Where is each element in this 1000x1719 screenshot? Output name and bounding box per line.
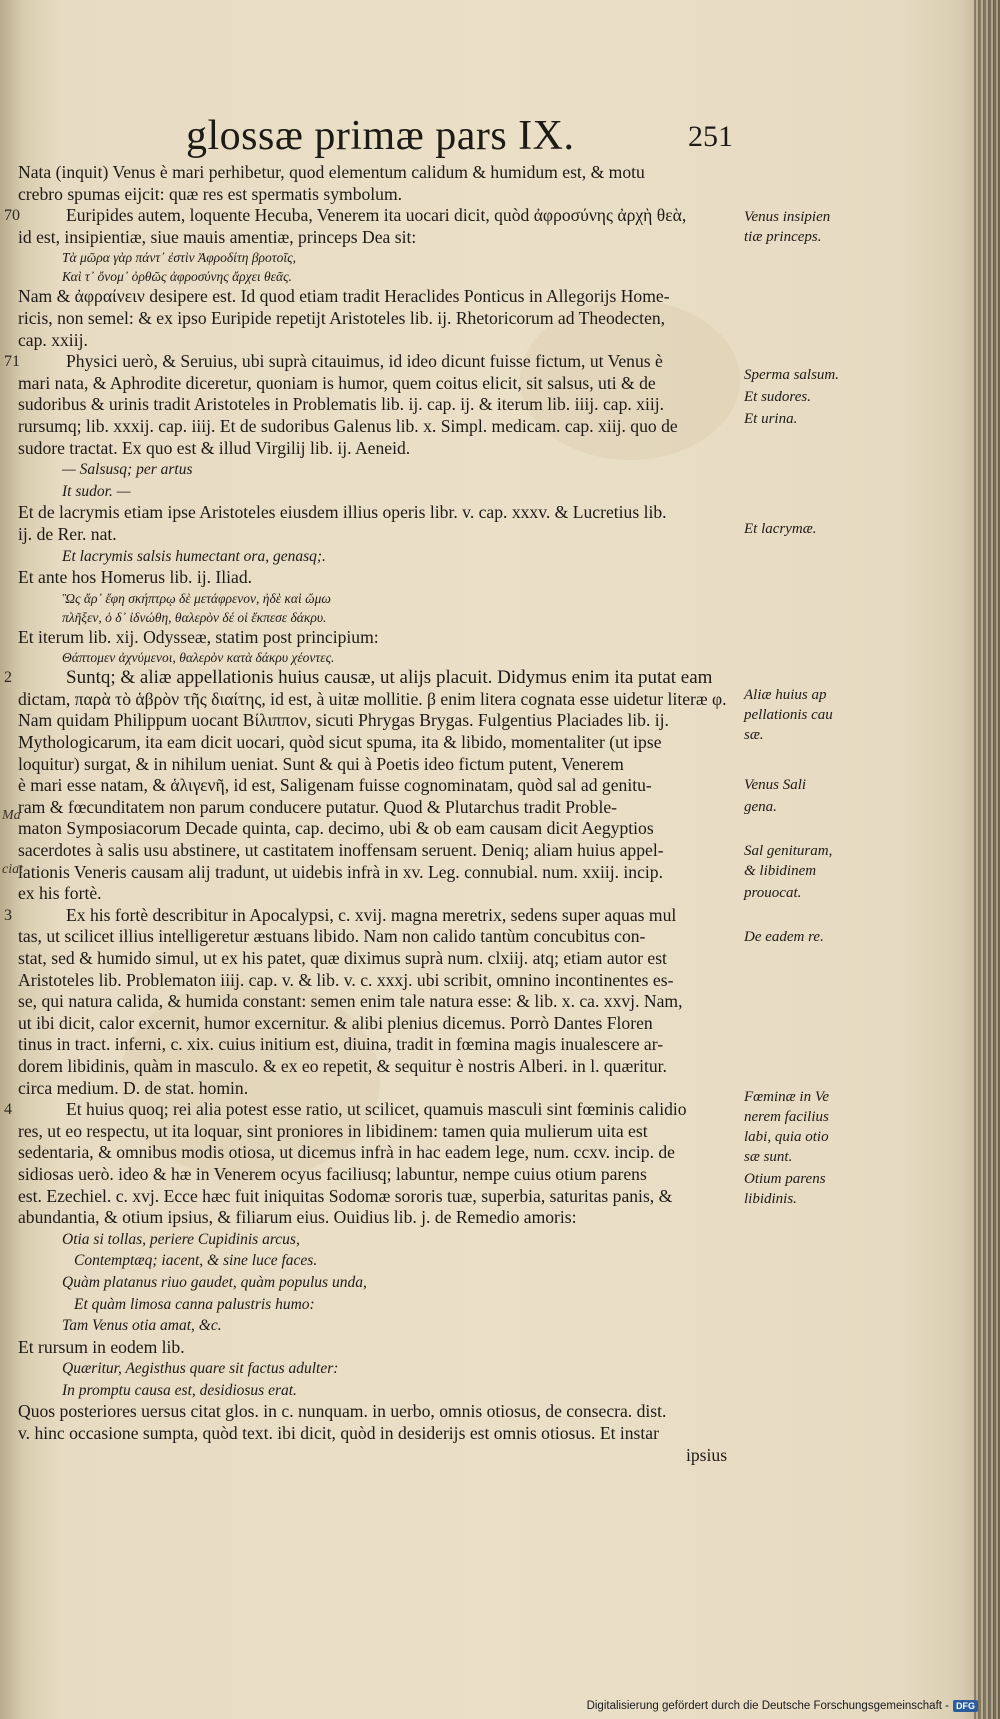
text-line: ricis, non semel: & ex ipso Euripide repetijt Aristoteles lib. ij. Rhetoricorum ad Theodecten, bbox=[18, 307, 666, 328]
margin-note: labi, quia otio bbox=[744, 1129, 829, 1145]
text-line: ij. de Rer. nat. bbox=[18, 523, 117, 544]
text-line: circa medium. D. de stat. homin. bbox=[18, 1077, 249, 1098]
margin-note: Otium parens bbox=[744, 1171, 826, 1187]
greek-verse: Ὣς ἄρ᾽ ἔφη σκήπτρῳ δὲ μετάφρενον, ἠδὲ καὶ ὤμω bbox=[62, 590, 331, 606]
margin-note: gena. bbox=[744, 799, 777, 815]
greek-verse: Καὶ τ᾽ ὄνομ᾽ ὀρθῶς ἀφροσύνης ἄρχει θεᾶς. bbox=[62, 269, 292, 285]
text-line: loquitur) surgat, & in nihilum ueniat. Sunt & qui à Poetis ideo fictum putent, Venerem bbox=[18, 753, 624, 774]
line-number: 2 bbox=[4, 669, 12, 687]
page-edge bbox=[974, 0, 1000, 1719]
verse-quote: In promptu causa est, desidiosus erat. bbox=[62, 1381, 297, 1399]
text-line: ut ibi dicit, calor excernit, humor excernitur. & alibi plenius dicemus. Porrò Dantes Floren bbox=[18, 1012, 653, 1033]
verse-quote: Et lacrymis salsis humectant ora, genasq;. bbox=[62, 547, 326, 565]
catchword: ipsius bbox=[686, 1444, 728, 1465]
text-line: lationis Veneris causam alij tradunt, ut uidebis infrà in xv. Leg. connubial. num. xxiij. incip. bbox=[18, 861, 663, 882]
text-line-content: Euripides autem, loquente Hecuba, Venerem ita uocari dicit, quòd ἀφροσύνης ἀρχὴ θεὰ, bbox=[66, 205, 687, 226]
text-line: cap. xxiij. bbox=[18, 329, 88, 350]
verse-quote: — Salsusq; per artus bbox=[62, 461, 193, 479]
text-line: dictam, παρὰ τὸ ἁβρὸν τῆς διαίτης, id est, à uitæ mollitie. β enim litera cognata esse uidetur literæ φ. bbox=[18, 688, 727, 709]
text-line: sudoribus & urinis tradit Aristoteles in Problematis lib. ij. cap. ij. & iterum lib. iiij. cap. xiij. bbox=[18, 394, 665, 415]
text-line: ex his fortè. bbox=[18, 883, 102, 904]
page-header bbox=[0, 112, 1000, 166]
margin-note: nerem facilius bbox=[744, 1109, 829, 1125]
text-line-content: Et huius quoq; rei alia potest esse ratio, ut scilicet, quamuis masculi sint fœminis calidio bbox=[66, 1099, 687, 1120]
verse-quote: Contemptæq; iacent, & sine luce faces. bbox=[74, 1252, 318, 1270]
text-line: sacerdotes à salis usu abstinere, ut castitatem inoffensam seruent. Deniq; aliam huius appel- bbox=[18, 840, 664, 861]
margin-note: pellationis cau bbox=[744, 707, 833, 723]
digitization-footer bbox=[587, 1697, 978, 1715]
text-line: Mythologicarum, ita eam dicit uocari, quòd sicut spuma, ita & libido, momentaliter (ut ipse bbox=[18, 732, 662, 753]
verse-quote: Quæritur, Aegisthus quare sit factus adulter: bbox=[62, 1360, 339, 1378]
footer-credit: Digitalisierung gefördert durch die Deutsche Forschungsgemeinschaft - bbox=[586, 1700, 949, 1712]
line-number: 3 bbox=[4, 906, 12, 924]
text-line: sudore tractat. Ex quo est & illud Virgilij lib. ij. Aeneid. bbox=[18, 437, 411, 458]
text-line: est. Ezechiel. c. xvj. Ecce hæc fuit iniquitas Sodomæ sororis tuæ, superbia, saturitas panis, & bbox=[18, 1185, 673, 1206]
text-line-content: Physici uerò, & Seruius, ubi suprà citauimus, id ideo dicunt fuisse fictum, ut Venus è bbox=[66, 351, 663, 372]
margin-note: Venus Sali bbox=[744, 777, 807, 793]
text-line: rursumq; lib. xxxij. cap. iiij. Et de sudoribus Galenus lib. x. Simpl. medicam. cap. xiij. quo de bbox=[18, 415, 678, 436]
verse-quote: Et quàm limosa canna palustris humo: bbox=[74, 1295, 315, 1313]
margin-note: tiæ princeps. bbox=[744, 229, 822, 245]
verse-quote: Quàm platanus riuo gaudet, quàm populus unda, bbox=[62, 1273, 367, 1291]
text-line: tinus in tract. inferni, c. xix. cuius initium est, diuina, tradit in fœmina magis inualescere ar- bbox=[18, 1034, 664, 1055]
margin-note: Et lacrymæ. bbox=[744, 521, 817, 537]
text-line-content: Ex his fortè describitur in Apocalypsi, c. xvij. magna meretrix, sedens super aquas mul bbox=[66, 904, 677, 925]
margin-note: sæ sunt. bbox=[744, 1149, 793, 1165]
text-line: è mari esse natam, & ἁλιγενῆ, id est, Saligenam fuisse cognominatam, quòd sal ad genitu- bbox=[18, 775, 652, 796]
text-line bbox=[4, 351, 738, 373]
text-line bbox=[4, 667, 738, 689]
margin-note: prouocat. bbox=[744, 885, 802, 901]
text-line: sidiosas uerò. ideo & hæ in Venerem ocyus faciliusq; labuntur, nempe cuius otium parens bbox=[18, 1163, 647, 1184]
margin-note: De eadem re. bbox=[744, 929, 824, 945]
text-line: Et iterum lib. xij. Odysseæ, statim post principium: bbox=[18, 626, 379, 647]
text-line: v. hinc occasione sumpta, quòd text. ibi dicit, quòd in desiderijs est omnis otiosus. Et instar bbox=[18, 1423, 659, 1444]
text-line: crebro spumas eijcit: quæ res est spermatis symbolum. bbox=[18, 183, 403, 204]
text-line: maton Symposiacorum Decade quinta, cap. decimo, ubi & ob eam causam dicit Aegyptios bbox=[18, 818, 654, 839]
margin-note: Aliæ huius ap bbox=[744, 687, 827, 703]
text-line: Et de lacrymis etiam ipse Aristoteles eiusdem illius operis libr. v. cap. xxxv. & Lucretius lib. bbox=[18, 502, 667, 523]
margin-note: Et urina. bbox=[744, 411, 798, 427]
text-line: abundantia, & otium ipsius, & filiarum eius. Ouidius lib. j. de Remedio amoris: bbox=[18, 1207, 577, 1228]
text-line: se, qui natura calida, & humida constant: semen enim tale natura esse: & lib. x. ca. xxvj. Nam, bbox=[18, 991, 683, 1012]
text-line bbox=[4, 1099, 738, 1121]
margin-note: Fœminæ in Ve bbox=[744, 1089, 829, 1105]
text-line: Nam quidam Philippum uocant Βίλιππον, sicuti Phrygas Brygas. Fulgentius Placiades lib. ij. bbox=[18, 710, 669, 731]
text-line bbox=[4, 205, 738, 227]
margin-fragment: Ma bbox=[2, 808, 21, 823]
margin-note: Sperma salsum. bbox=[744, 367, 840, 383]
margin-note: Sal genituram, bbox=[744, 843, 833, 859]
verse-quote: Tam Venus otia amat, &c. bbox=[62, 1317, 222, 1335]
margin-note: & libidinem bbox=[744, 863, 817, 879]
text-line: Aristoteles lib. Problematon iiij. cap. v. & lib. v. c. xxxj. ubi scribit, omnino incontinentes es- bbox=[18, 969, 674, 990]
verse-quote: It sudor. — bbox=[62, 482, 131, 500]
margin-note: Et sudores. bbox=[744, 389, 811, 405]
margin-note: sæ. bbox=[744, 727, 764, 743]
line-number: 4 bbox=[4, 1101, 12, 1119]
text-line: Nam & ἀφραίνειν desipere est. Id quod etiam tradit Heraclides Ponticus in Allegorijs Home- bbox=[18, 286, 670, 307]
text-line: Nata (inquit) Venus è mari perhibetur, quod elementum calidum & humidum est, & motu bbox=[18, 162, 645, 182]
text-line: dorem libidinis, quàm in masculo. & ex eo repetit, & sequitur è nostris Alberi. in l. quæritur. bbox=[18, 1055, 667, 1076]
text-line-content: Suntq; & aliæ appellationis huius causæ, ut alijs placuit. Didymus enim ita putat eam bbox=[66, 667, 713, 689]
text-line: tas, ut scilicet illius intelligeretur æstuans libido. Nam non calido tantùm concubitus con- bbox=[18, 926, 646, 947]
greek-verse: Θάπτομεν ἀχνύμενοι, θαλερὸν κατὰ δάκρυ χέοντες. bbox=[62, 650, 335, 666]
text-line: Et rursum in eodem lib. bbox=[18, 1336, 185, 1357]
text-line: ram & fœcunditatem non parum conducere putatur. Quod & Plutarchus tradit Proble- bbox=[18, 796, 618, 817]
verse-quote: Otia si tollas, periere Cupidinis arcus, bbox=[62, 1230, 300, 1248]
text-line bbox=[4, 904, 738, 927]
greek-verse: πλῆξεν, ὁ δ᾽ ἰδνώθη, θαλερὸν δέ οἱ ἔκπεσε δάκρυ. bbox=[62, 609, 327, 625]
text-line: id est, insipientiæ, siue mauis amentiæ, princeps Dea sit: bbox=[18, 226, 417, 247]
text-line: res, ut eo respectu, ut ita loquar, sint proniores in libidinem: tamen quia mulierum uita est bbox=[18, 1120, 648, 1141]
text-line: Quos posteriores uersus citat glos. in c. nunquam. in uerbo, omnis otiosus, de consecra. dist. bbox=[18, 1401, 667, 1422]
margin-note: Venus insipien bbox=[744, 209, 831, 225]
dfg-logo: DFG bbox=[953, 1700, 978, 1712]
margin-note: libidinis. bbox=[744, 1191, 797, 1207]
running-title: glossæ primæ pars IX. bbox=[186, 113, 575, 159]
margin-fragment: ciat bbox=[2, 862, 23, 877]
greek-verse: Τὰ μῶρα γὰρ πάντ᾽ ἐστὶν Ἀφροδίτη βροτοῖς, bbox=[62, 250, 296, 266]
text-line: Et ante hos Homerus lib. ij. Iliad. bbox=[18, 567, 253, 588]
page-number: 251 bbox=[688, 120, 733, 153]
text-line: mari nata, & Aphrodite diceretur, quoniam is humor, quem coitus elicit, sit salsus, uti & de bbox=[18, 372, 656, 393]
line-number: 71 bbox=[4, 353, 20, 371]
text-line: sedentaria, & omnibus modis otiosa, ut dicemus infrà in hac eadem lege, num. ccxv. incip. de bbox=[18, 1142, 675, 1163]
text-line: stat, sed & humido simul, ut ex his patet, quæ diximus suprà num. clxiij. atq; etiam autor est bbox=[18, 948, 667, 968]
line-number: 70 bbox=[4, 207, 20, 225]
